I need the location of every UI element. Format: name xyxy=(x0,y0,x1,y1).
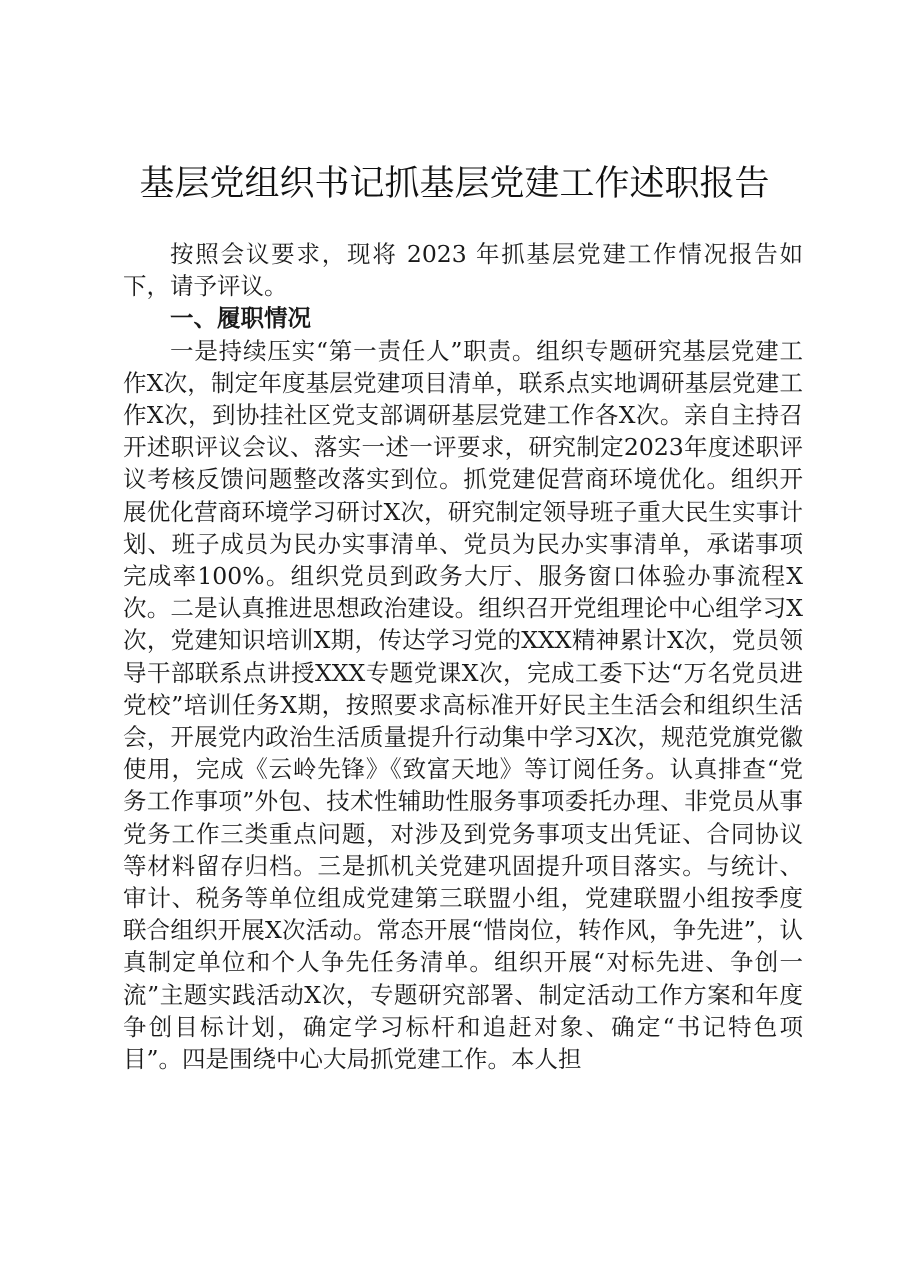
section-paragraph: 一是持续压实“第一责任人”职责。组织专题研究基层党建工作X次，制定年度基层党建项目清单，联系点实地调研基层党建工作X次，到协挂社区党支部调研基层党建工作各X次。亲自主持召开述职评议会议、落实一述一评要求，研究制定2023年度述职评议考核反馈问题整改落实到位。抓党建促营商环境优化。组织开展优化营商环境学习研讨X次，研究制定领导班子重大民生实事计划、班子成员为民办实事清单、党员为民办实事清单，承诺事项完成率100%。组织党员到政务大厅、服务窗口体验办事流程X次。二是认真推进思想政治建设。组织召开党组理论中心组学习X次，党建知识培训X期，传达学习党的XXX精神累计X次，党员领导干部联系点讲授XXX专题党课X次，完成工委下达“万名党员进党校”培训任务X期，按照要求高标准开好民主生活会和组织生活会，开展党内政治生活质量提升行动集中学习X次，规范党旗党徽使用，完成《云岭先锋》《致富天地》等订阅任务。认真排查“党务工作事项”外包、技术性辅助性服务事项委托办理、非党员从事党务工作三类重点问题，对涉及到党务事项支出凭证、合同协议等材料留存归档。三是抓机关党建巩固提升项目落实。与统计、审计、税务等单位组成党建第三联盟小组，党建联盟小组按季度联合组织开展X次活动。常态开展“惜岗位，转作风，争先进”，认真制定单位和个人争先任务清单。组织开展“对标先进、争创一流”主题实践活动X次，专题研究部署、制定活动工作方案和年度争创目标计划，确定学习标杆和追赶对象、确定“书记特色项目”。四是围绕中心大局抓党建工作。本人担 xyxy=(123,336,803,1074)
intro-paragraph: 按照会议要求，现将 2023 年抓基层党建工作情况报告如下，请予评议。 xyxy=(123,240,803,301)
document-title: 基层党组织书记抓基层党建工作述职报告 xyxy=(139,164,770,204)
document-body xyxy=(123,238,803,1075)
section-heading: 一、履职情况 xyxy=(170,304,311,333)
